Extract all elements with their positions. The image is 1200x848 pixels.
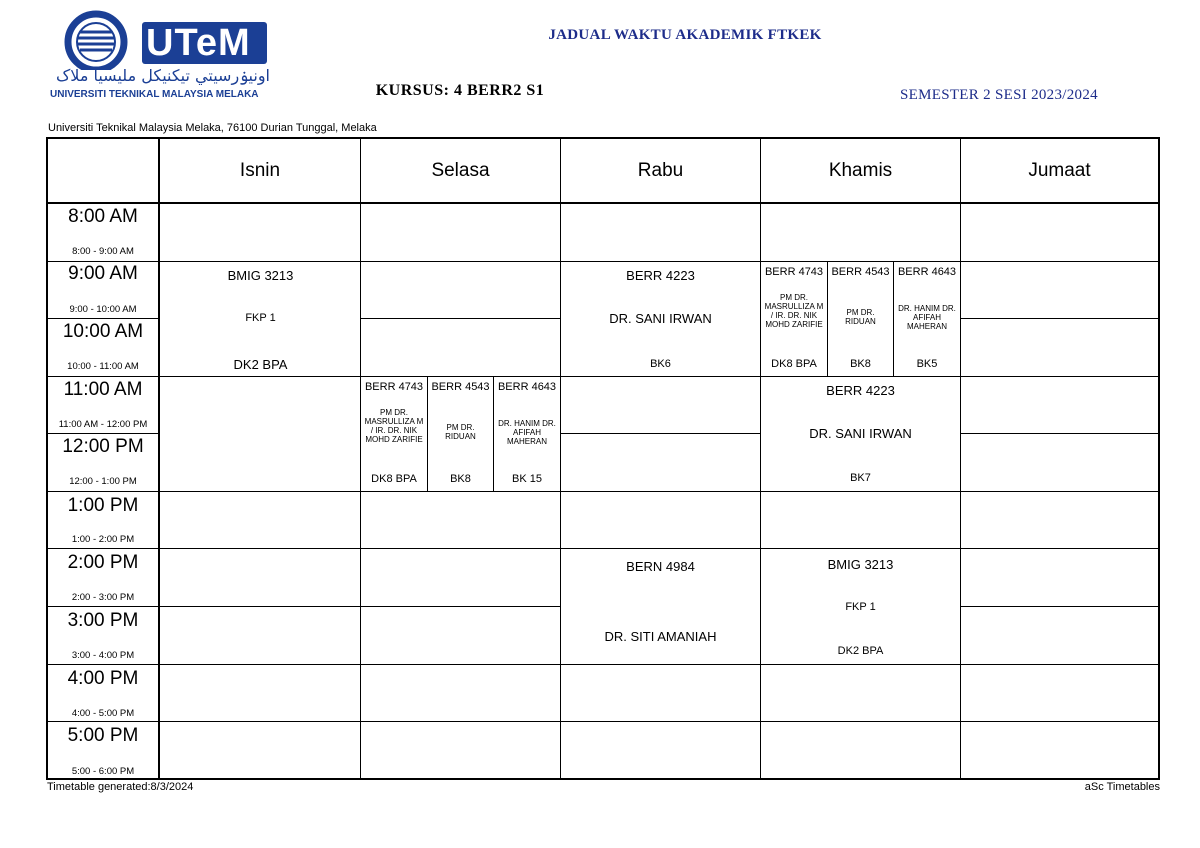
- class-lecturer: PM DR. MASRULLIZA M / IR. DR. NIK MOHD ZARIFIE: [764, 293, 824, 329]
- logo-university-name: UNIVERSITI TEKNIKAL MALAYSIA MELAKA: [50, 89, 259, 100]
- class-lecturer: FKP 1: [845, 601, 876, 613]
- time-range: 11:00 AM - 12:00 PM: [58, 419, 148, 430]
- logo-jawi-text: اونيۏرسيتي تيکنيکل مليسيا ملاک: [55, 66, 270, 85]
- class-lecturer: DR. SANI IRWAN: [609, 311, 712, 326]
- row-divider: [48, 433, 160, 434]
- time-label: 3:00 PM: [67, 610, 139, 631]
- day-header-khamis: Khamis: [828, 159, 893, 181]
- class-block-rabu-bern4984[interactable]: [561, 549, 760, 664]
- class-block-khamis-berr4223[interactable]: [761, 377, 960, 491]
- class-lecturer: DR. SANI IRWAN: [809, 426, 912, 441]
- time-range: 1:00 - 2:00 PM: [71, 534, 135, 545]
- day-header-selasa: Selasa: [431, 159, 490, 181]
- time-label: 9:00 AM: [68, 263, 138, 284]
- row-divider: [48, 721, 1158, 722]
- time-range: 5:00 - 6:00 PM: [71, 766, 135, 777]
- class-room: BK8: [450, 473, 471, 485]
- time-label: 11:00 AM: [63, 379, 143, 400]
- class-lecturer: DR. SITI AMANIAH: [604, 629, 717, 644]
- class-block-isnin-bmig[interactable]: [161, 262, 360, 376]
- row-divider: [960, 433, 1158, 434]
- generated-date: Timetable generated:8/3/2024: [47, 781, 194, 793]
- class-code: BMIG 3213: [827, 557, 894, 572]
- day-header-jumaat: Jumaat: [1028, 159, 1091, 181]
- class-block-selasa-berr4743[interactable]: [361, 377, 427, 491]
- class-room: DK8 BPA: [771, 358, 817, 370]
- time-label: 2:00 PM: [67, 552, 139, 573]
- time-range: 9:00 - 10:00 AM: [69, 304, 137, 315]
- class-block-selasa-berr4643[interactable]: [494, 377, 560, 491]
- class-room: BK 15: [512, 473, 542, 485]
- row-divider: [360, 318, 560, 319]
- class-room: BK5: [916, 358, 938, 370]
- time-range: 12:00 - 1:00 PM: [69, 476, 137, 487]
- class-room: BK6: [650, 358, 671, 370]
- class-room: DK8 BPA: [371, 473, 417, 485]
- class-lecturer: DR. HANIM DR. AFIFAH MAHERAN: [898, 304, 956, 331]
- row-divider: [560, 664, 960, 665]
- class-room: BK7: [850, 472, 871, 484]
- day-header-isnin: Isnin: [239, 159, 281, 181]
- utem-logo: [50, 10, 275, 100]
- class-lecturer: PM DR. MASRULLIZA M / IR. DR. NIK MOHD ZARIFIE: [364, 408, 424, 444]
- class-lecturer: FKP 1: [245, 312, 276, 324]
- class-code: BERR 4223: [826, 383, 895, 398]
- class-room: DK2 BPA: [837, 645, 884, 657]
- time-label: 4:00 PM: [67, 668, 139, 689]
- time-label: 10:00 AM: [62, 321, 144, 342]
- time-column-divider: [158, 139, 160, 778]
- time-range: 10:00 - 11:00 AM: [67, 361, 139, 372]
- row-divider: [48, 376, 1158, 377]
- footer-brand: aSc Timetables: [1084, 781, 1160, 793]
- time-range: 8:00 - 9:00 AM: [72, 246, 134, 257]
- class-code: BERN 4984: [626, 559, 695, 574]
- time-label: 8:00 AM: [68, 206, 138, 227]
- day-header-rabu: Rabu: [637, 159, 684, 181]
- page-title: JADUAL WAKTU AKADEMIK FTKEK: [548, 27, 822, 43]
- class-lecturer: DR. HANIM DR. AFIFAH MAHERAN: [498, 419, 556, 446]
- time-label: 5:00 PM: [67, 725, 139, 746]
- class-block-khamis-berr4743[interactable]: [761, 262, 827, 376]
- row-divider: [960, 664, 1158, 665]
- class-code: BERR 4543: [431, 381, 490, 393]
- class-room: DK2 BPA: [233, 357, 288, 372]
- row-divider: [960, 318, 1158, 319]
- time-range: 3:00 - 4:00 PM: [71, 650, 135, 661]
- timetable-grid: [46, 137, 1160, 780]
- row-divider: [48, 664, 560, 665]
- column-divider: [560, 139, 561, 778]
- row-divider: [48, 491, 1158, 492]
- time-range: 2:00 - 3:00 PM: [71, 592, 135, 603]
- column-divider: [960, 139, 961, 778]
- course-label: KURSUS: 4 BERR2 S1: [375, 82, 545, 99]
- header-divider: [48, 202, 1158, 204]
- class-code: BERR 4743: [764, 266, 824, 278]
- class-block-rabu-berr4223[interactable]: [561, 262, 760, 376]
- address-text: Universiti Teknikal Malaysia Melaka, 76100 Durian Tunggal, Melaka: [48, 122, 377, 134]
- class-code: BERR 4223: [626, 268, 695, 283]
- class-code: BMIG 3213: [227, 268, 294, 283]
- class-code: BERR 4643: [497, 381, 557, 393]
- row-divider: [960, 606, 1158, 607]
- class-code: BERR 4743: [364, 381, 424, 393]
- time-range: 4:00 - 5:00 PM: [71, 708, 135, 719]
- semester-label: SEMESTER 2 SESI 2023/2024: [900, 87, 1098, 103]
- class-code: BERR 4643: [897, 266, 957, 278]
- university-crest-icon: [50, 10, 142, 70]
- logo-brand-text: UTeM: [146, 22, 251, 64]
- time-label: 12:00 PM: [62, 436, 144, 457]
- class-block-khamis-bmig[interactable]: [761, 549, 960, 664]
- row-divider: [560, 433, 760, 434]
- row-divider: [48, 318, 160, 319]
- row-divider: [48, 606, 560, 607]
- time-label: 1:00 PM: [67, 495, 139, 516]
- class-room: BK8: [850, 358, 871, 370]
- class-lecturer: PM DR. RIDUAN: [445, 423, 476, 441]
- class-code: BERR 4543: [831, 266, 890, 278]
- class-block-khamis-berr4643[interactable]: [894, 262, 960, 376]
- class-lecturer: PM DR. RIDUAN: [845, 308, 876, 326]
- class-block-selasa-berr4543[interactable]: [428, 377, 493, 491]
- class-block-khamis-berr4543[interactable]: [828, 262, 893, 376]
